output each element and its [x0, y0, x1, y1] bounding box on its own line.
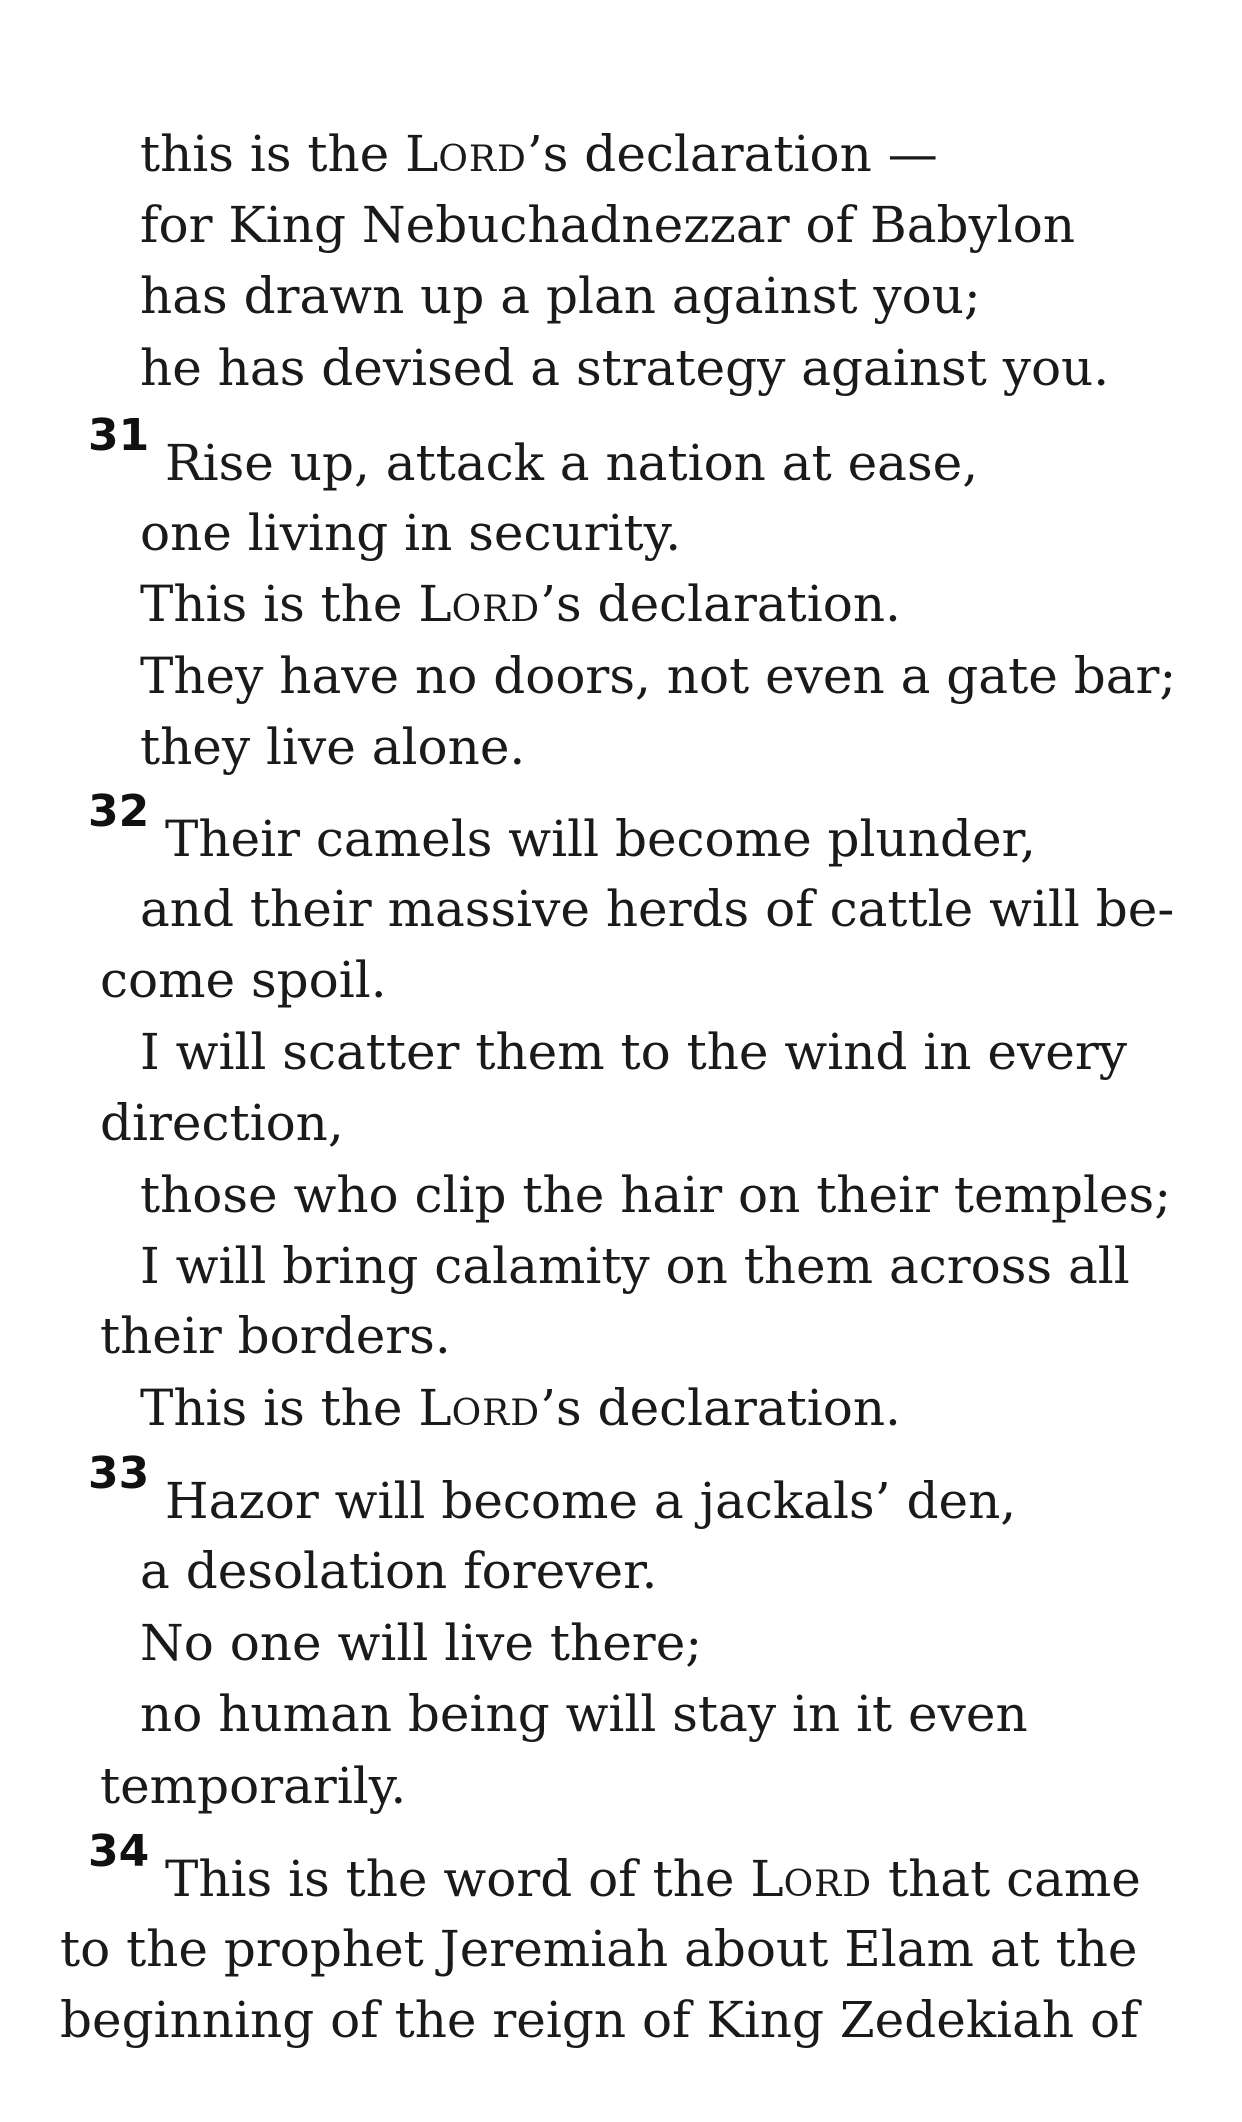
verse-line: They have no doors, not even a gate bar; — [140, 647, 1177, 705]
verse-line: Hazor will become a jackals’ den, — [165, 1472, 1017, 1530]
verse-number: 34 — [88, 1826, 150, 1877]
verse-line: come spoil. — [100, 951, 387, 1009]
prose-line: to the prophet Jeremiah about Elam at the — [60, 1920, 1138, 1978]
verse-number: 31 — [88, 410, 150, 461]
lord-word: LORD — [405, 125, 527, 183]
verse-number: 32 — [88, 786, 150, 837]
verse-line: Their camels will become plunder, — [165, 810, 1036, 868]
verse-line: I will scatter them to the wind in every — [140, 1023, 1127, 1081]
verse-line: no human being will stay in it even — [140, 1685, 1028, 1743]
lord-word: LORD — [750, 1850, 873, 1908]
verse-line: one living in security. — [140, 504, 682, 562]
verse-line: Rise up, attack a nation at ease, — [165, 434, 979, 492]
verse-line: those who clip the hair on their temples; — [140, 1166, 1172, 1224]
verse-line: I will bring calamity on them across all — [140, 1237, 1130, 1295]
verse-line: This is the LORD’s declaration. — [140, 575, 901, 633]
lord-word: LORD — [418, 1379, 541, 1437]
verse-line: This is the word of the LORD that came — [165, 1850, 1141, 1908]
verse-line: has drawn up a plan against you; — [140, 267, 981, 325]
verse-number: 33 — [88, 1448, 150, 1499]
verse-line: their borders. — [100, 1307, 451, 1365]
verse-line: this is the LORD’s declaration — — [140, 125, 938, 183]
verse-line: and their massive herds of cattle will be- — [140, 880, 1175, 938]
prose-line: beginning of the reign of King Zedekiah of — [60, 1991, 1139, 2049]
verse-line: No one will live there; — [140, 1614, 703, 1672]
verse-line: direction, — [100, 1094, 344, 1152]
verse-line: a desolation forever. — [140, 1542, 658, 1600]
lord-word: LORD — [418, 575, 541, 633]
verse-line: temporarily. — [100, 1757, 407, 1815]
verse-line: for King Nebuchadnezzar of Babylon — [140, 196, 1076, 254]
verse-line: he has devised a strategy against you. — [140, 339, 1110, 397]
verse-line: they live alone. — [140, 718, 526, 776]
verse-line: This is the LORD’s declaration. — [140, 1379, 901, 1437]
